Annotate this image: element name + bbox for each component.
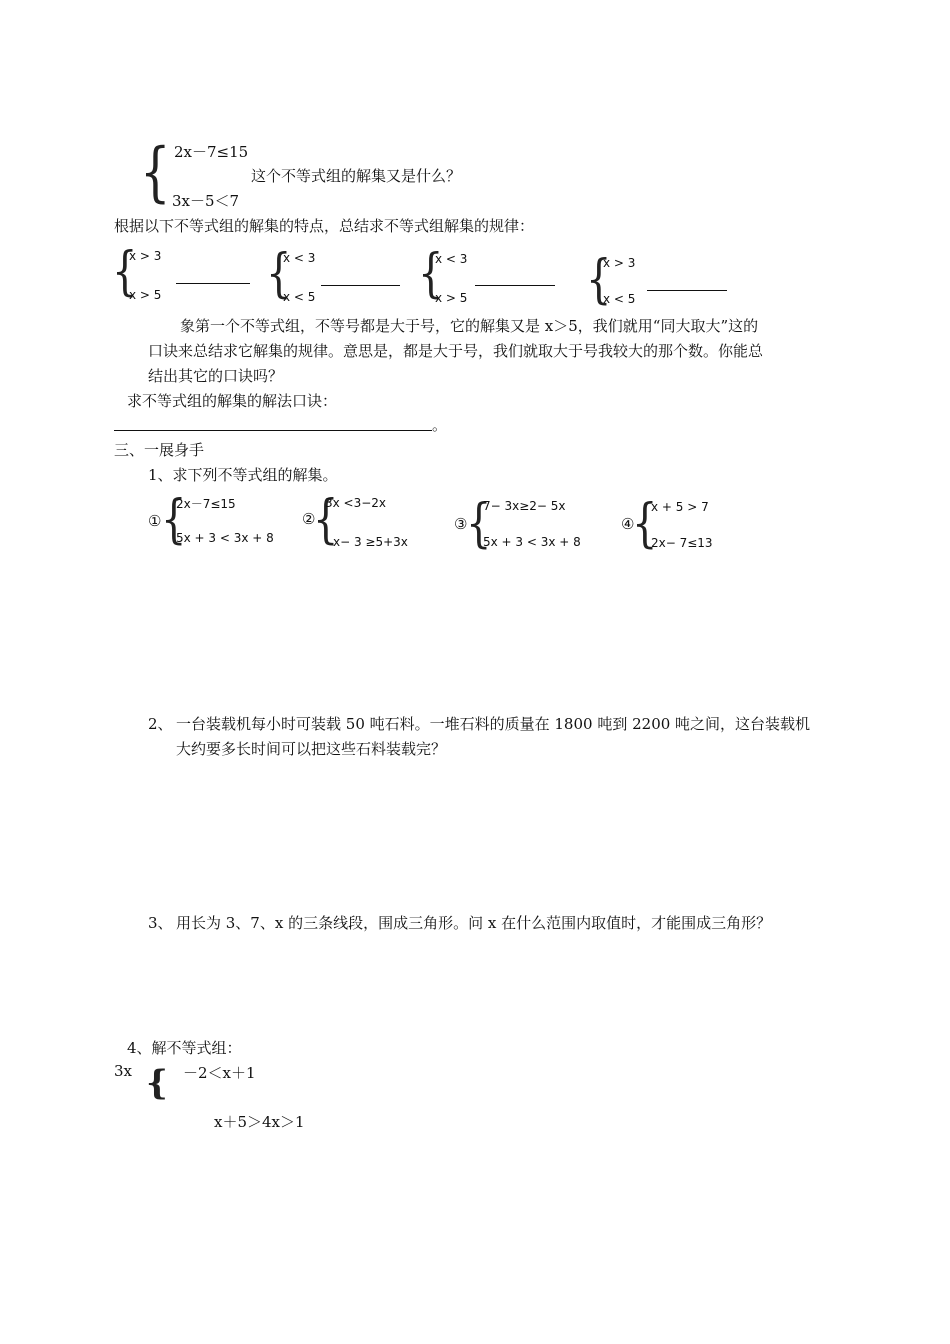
intro-eq1: 2x－7≤15 xyxy=(174,143,249,161)
left-brace: { xyxy=(632,494,658,554)
exercise-bottom: x− 3 ≥5+3x xyxy=(333,535,408,549)
explanation-line-3: 结出其它的口诀吗？ xyxy=(148,367,284,385)
question-3-number: 3、 xyxy=(148,914,173,932)
question-4-eq2: x＋5＞4x＞1 xyxy=(214,1113,305,1131)
left-brace: { xyxy=(140,134,171,211)
intro-question: 这个不等式组的解集又是什么？ xyxy=(251,167,462,185)
question-4: 4、解不等式组： xyxy=(127,1039,242,1057)
explanation-line-1: 象第一个不等式组，不等号都是大于号，它的解集又是 x＞5，我们就用“同大取大”这的 xyxy=(180,317,759,335)
left-brace: { xyxy=(466,494,492,554)
question-1: 1、求下列不等式组的解集。 xyxy=(148,466,338,484)
question-2-line-2: 大约要多长时间可以把这些石料装载完？ xyxy=(176,740,447,758)
answer-blank[interactable] xyxy=(176,283,250,284)
exercise-number: ③ xyxy=(454,515,468,533)
answer-blank[interactable] xyxy=(647,290,727,291)
left-brace: { xyxy=(418,244,444,304)
answer-blank[interactable] xyxy=(475,285,555,286)
question-3-text: 用长为 3、7、x 的三条线段，围成三角形。问 x 在什么范围内取值时，才能围成三角形？ xyxy=(176,914,772,932)
exercise-top: 7− 3x≥2− 5x xyxy=(483,499,566,513)
system-top: x < 3 xyxy=(283,251,316,265)
answer-blank[interactable] xyxy=(321,285,400,286)
mnemonic-end: 。 xyxy=(432,416,448,434)
mnemonic-blank[interactable] xyxy=(114,430,432,431)
question-2-line-1: 一台装载机每小时可装载 50 吨石料。一堆石料的质量在 1800 吨到 2200 吨之间，这台装载机 xyxy=(176,715,811,733)
exercise-top: 2x－7≤15 xyxy=(176,497,236,511)
exercise-top: x + 5 > 7 xyxy=(651,500,709,514)
rule-heading: 根据以下不等式组的解集的特点，总结求不等式组解集的规律： xyxy=(114,217,535,235)
system-bottom: x > 5 xyxy=(435,291,468,305)
left-brace: { xyxy=(161,490,187,550)
exercise-number: ② xyxy=(302,510,316,528)
question-2-number: 2、 xyxy=(148,715,173,733)
exercise-bottom: 5x + 3 < 3x + 8 xyxy=(176,531,274,545)
section-title: 三、一展身手 xyxy=(114,441,205,459)
exercise-top: 3x <3−2x xyxy=(325,496,387,510)
question-4-prefix: 3x xyxy=(114,1062,133,1080)
left-brace: { xyxy=(586,250,612,310)
intro-eq2: 3x－5＜7 xyxy=(172,192,240,210)
system-top: x > 3 xyxy=(129,249,162,263)
system-bottom: x < 5 xyxy=(603,292,636,306)
exercise-bottom: 5x + 3 < 3x + 8 xyxy=(483,535,581,549)
left-brace: { xyxy=(266,244,292,304)
exercise-number: ① xyxy=(148,512,162,530)
system-bottom: x > 5 xyxy=(129,288,162,302)
system-top: x < 3 xyxy=(435,252,468,266)
question-4-eq1: －2＜x＋1 xyxy=(183,1064,256,1082)
mnemonic-label: 求不等式组的解集的解法口诀： xyxy=(127,392,338,410)
left-brace: { xyxy=(313,490,339,550)
exercise-number: ④ xyxy=(621,515,635,533)
left-brace: { xyxy=(112,242,138,302)
left-brace: { xyxy=(146,1063,168,1103)
explanation-line-2: 口诀来总结求它解集的规律。意思是，都是大于号，我们就取大于号我较大的那个数。你能总 xyxy=(148,342,764,360)
exercise-bottom: 2x− 7≤13 xyxy=(651,536,713,550)
system-bottom: x < 5 xyxy=(283,290,316,304)
system-top: x > 3 xyxy=(603,256,636,270)
